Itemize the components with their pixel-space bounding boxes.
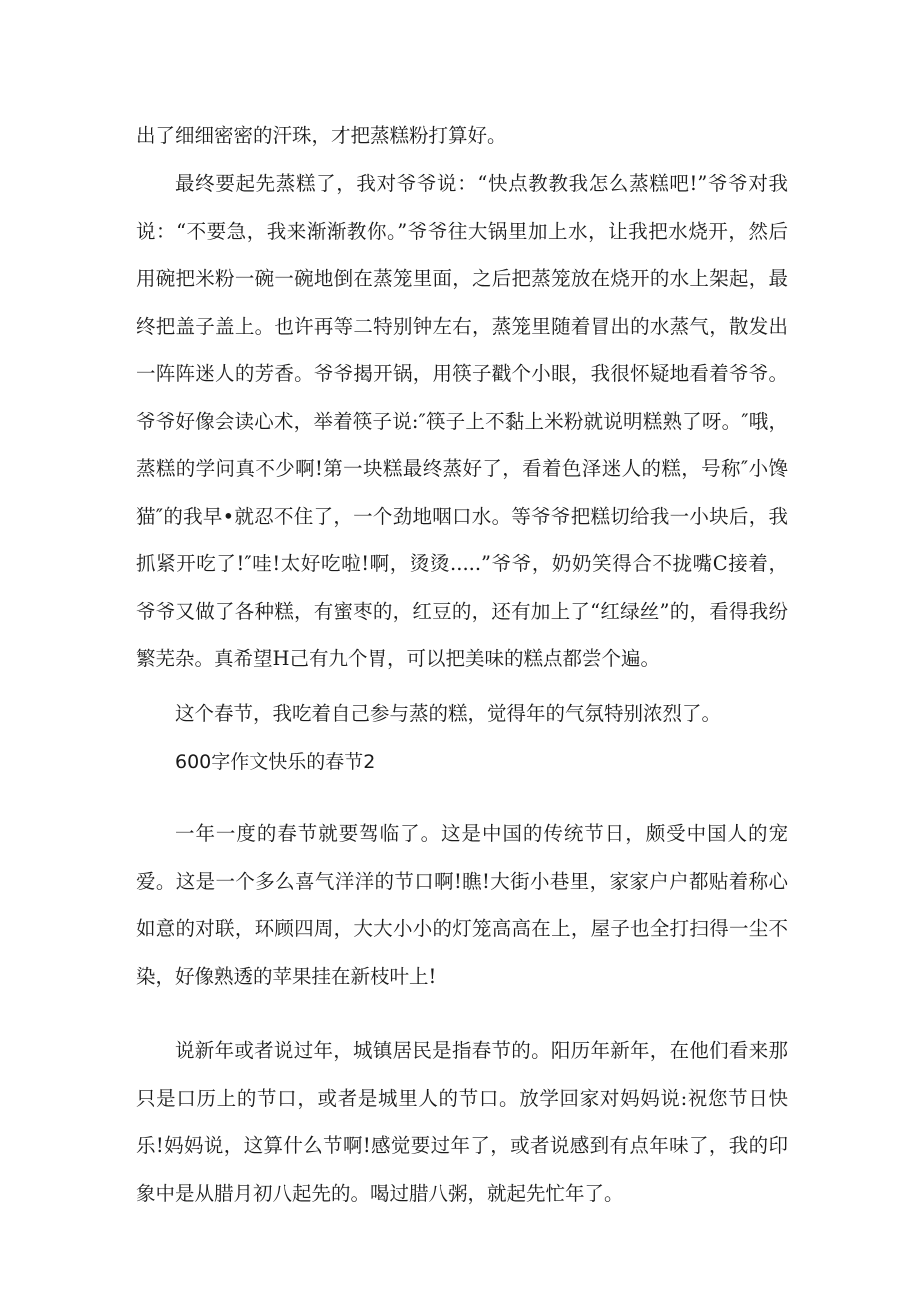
paragraph-3: 这个春节，我吃着自己参与蒸的糕，觉得年的气氛特别浓烈了。 [175, 702, 722, 725]
section-heading: 600字作文快乐的春节2 [175, 751, 376, 773]
paragraph-1: 出了细细密密的汗珠，才把蒸糕粉打算好。 [136, 124, 507, 147]
paragraph-2: 最终要起先蒸糕了，我对爷爷说：“快点教教我怎么蒸糕吧!”爷爷对我说：“不要急，我来渐渐教你。”爷爷往大锅里加上水，让我把水烧开，然后用碗把米粉一碗一碗地倒在蒸笼里面，之后把蒸笼放在烧开的水上架起，最终把盖子盖上。也许再等二特别钟左右，蒸笼里随着冒出的水蒸气，散发出一阵阵迷人的芳香。爷爷揭开锅，用筷子戳个小眼，我很怀疑地看着爷爷。爷爷好像会读心术，举着筷子说:″筷子上不黏上米粉就说明糕熟了呀。″哦，蒸糕的学问真不少啊!第一块糕最终蒸好了，看着色泽迷人的糕，号称″小馋猫″的我早•就忍不住了，一个劲地咽口水。等爷爷把糕切给我一小块后，我抓紧开吃了!″哇!太好吃啦!啊，烫烫.....”爷爷，奶奶笑得合不拢嘴C接着，爷爷又做了各种糕，有蜜枣的，红豆的，还有加上了“红绿丝”的，看得我纷繁芜杂。真希望H己有九个胃，可以把美味的糕点都尝个遍。 [136, 172, 788, 670]
paragraph-5: 说新年或者说过年，城镇居民是指春节的。阳历年新年，在他们看来那只是口历上的节口，或者是城里人的节口。放学回家对妈妈说:祝您节日快乐!妈妈说，这算什么节啊!感觉要过年了，或者说感到有点年味了，我的印象中是从腊月初八起先的。喝过腊八粥，就起先忙年了。 [136, 1039, 788, 1205]
paragraph-4: 一年一度的春节就要驾临了。这是中国的传统节日，颇受中国人的宠爱。这是一个多么喜气洋洋的节口啊!瞧!大街小巷里，家家户户都贴着称心如意的对联，环顾四周，大大小小的灯笼高高在上，屋子也全打扫得一尘不染，好像熟透的苹果挂在新枝叶上! [136, 822, 788, 988]
